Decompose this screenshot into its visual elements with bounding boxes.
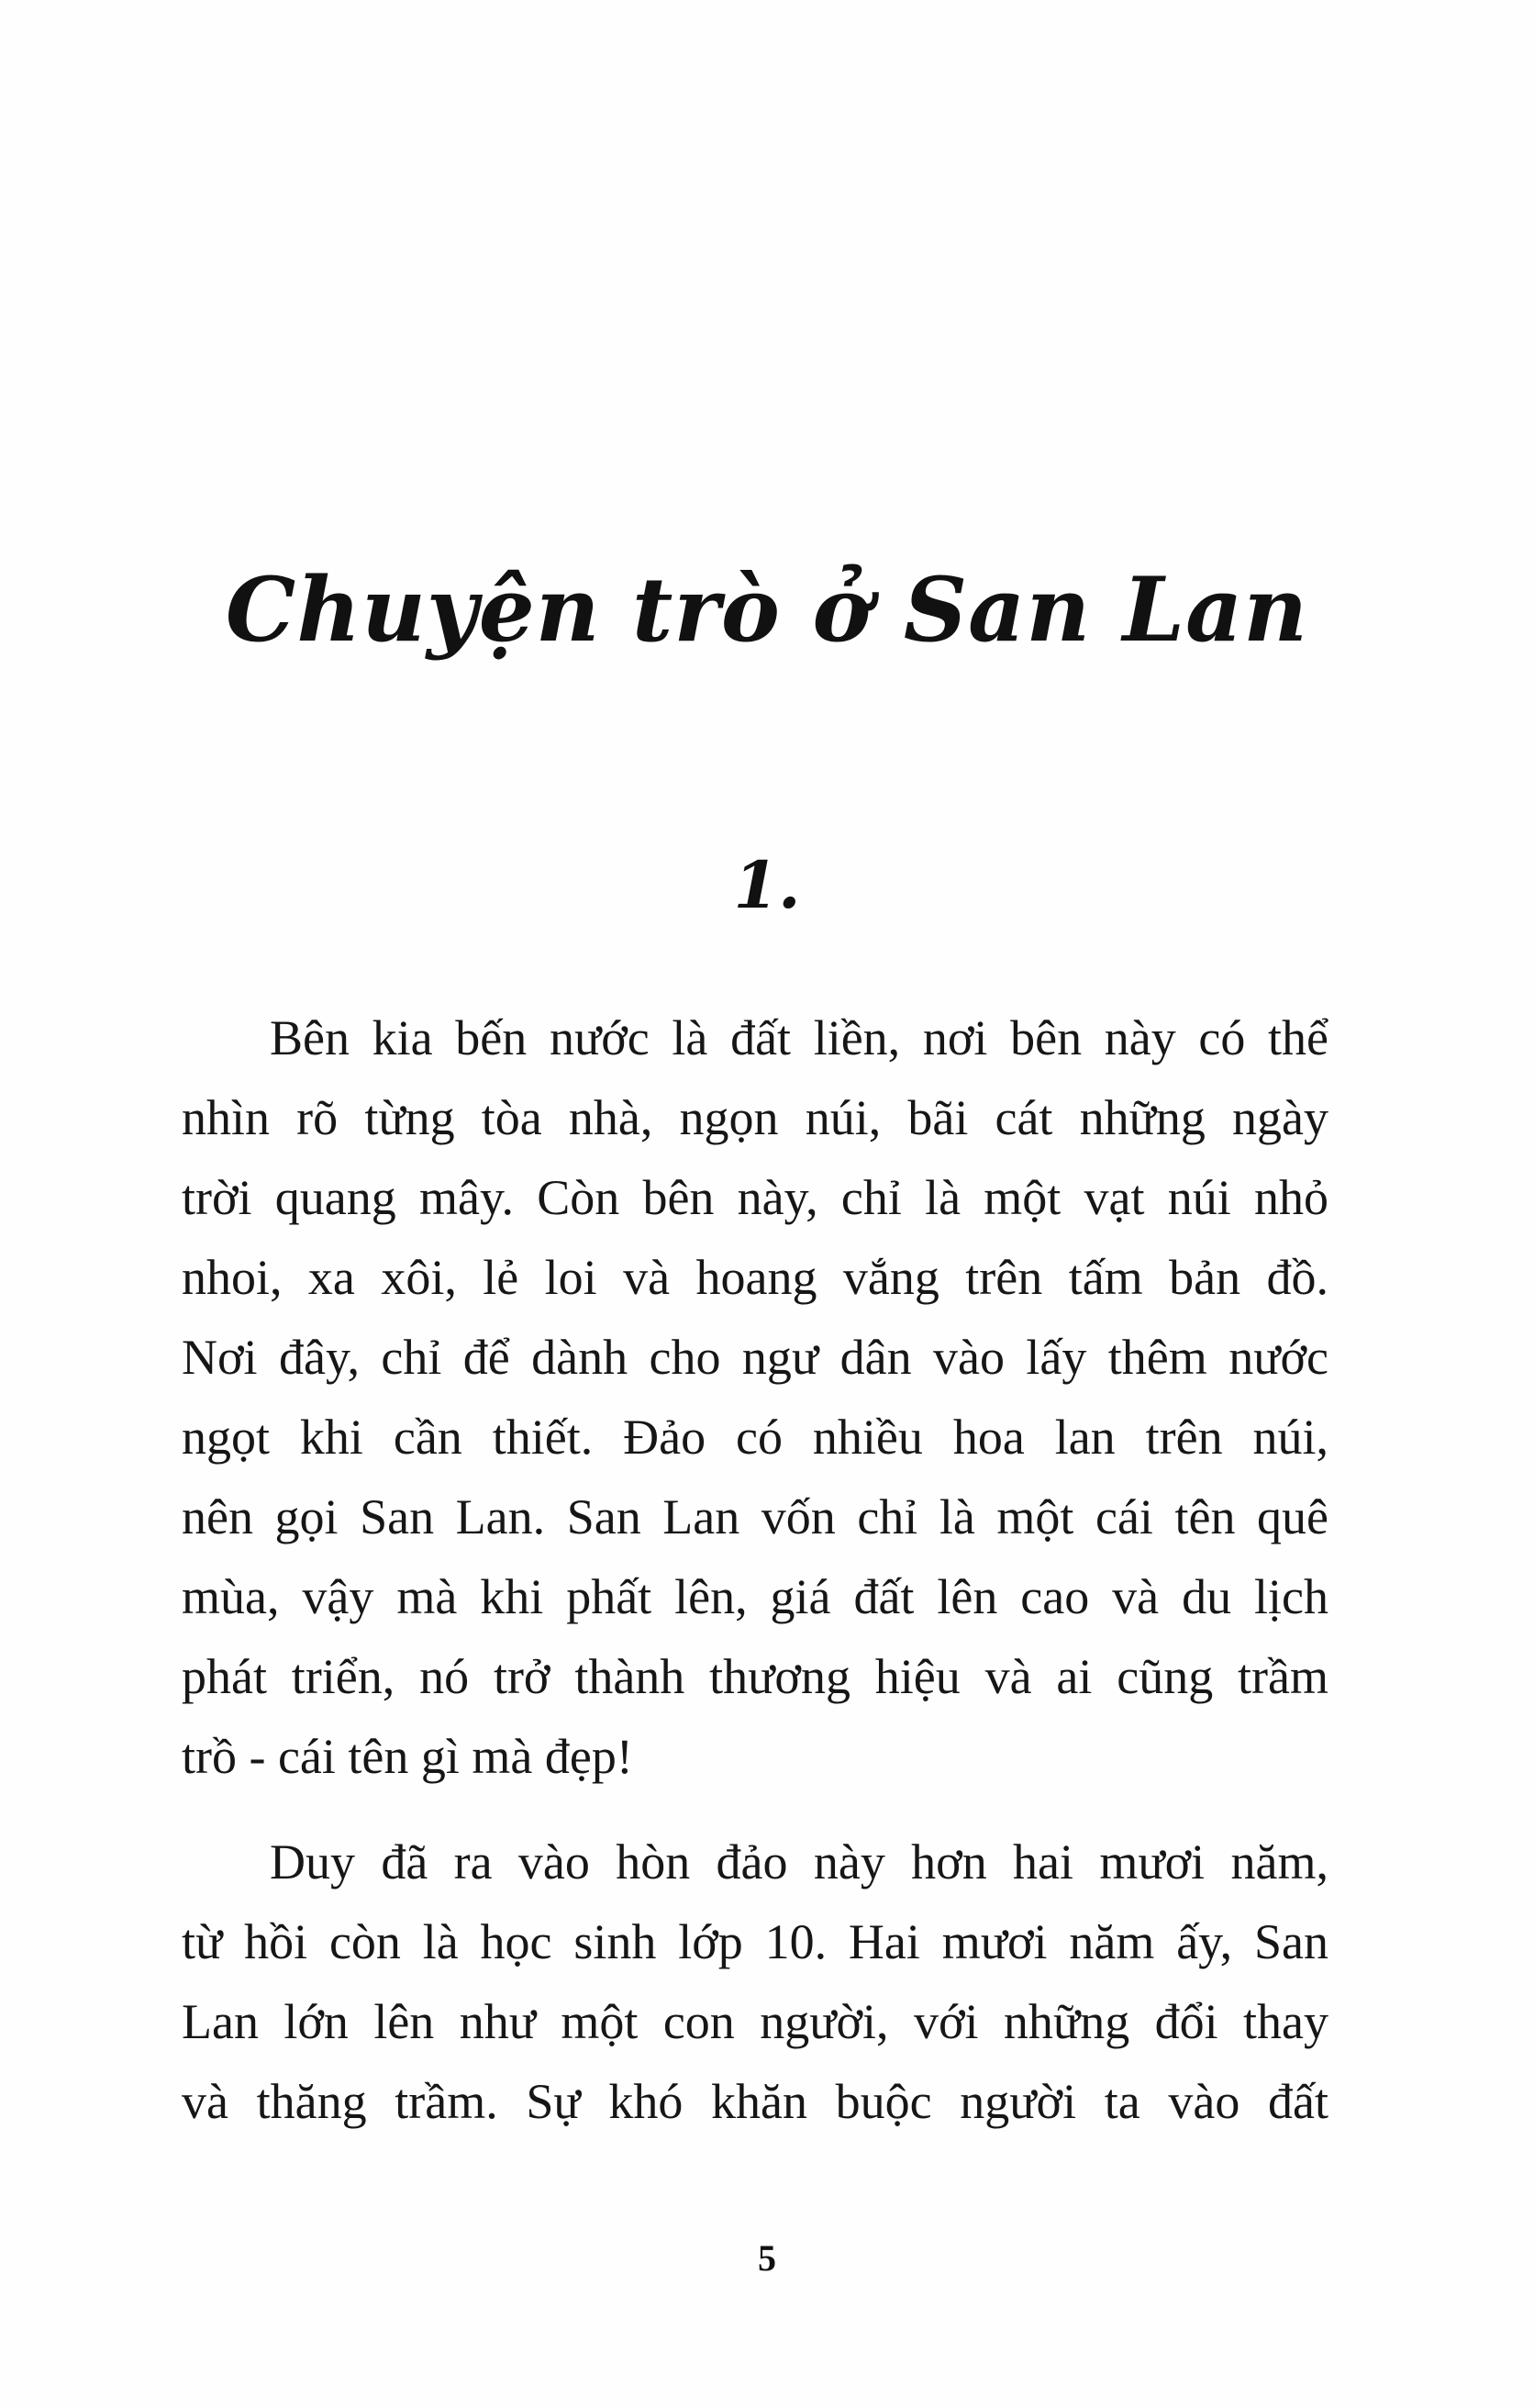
text-line: nhoi, xa xôi, lẻ loi và hoang vắng trên tấm bản đồ.	[182, 1250, 1328, 1305]
paragraph-1	[182, 998, 1328, 1797]
page-number: 5	[758, 2237, 776, 2279]
section-number: 1.	[733, 847, 801, 923]
text-line: từ hồi còn là học sinh lớp 10. Hai mươi năm ấy, San	[182, 1914, 1328, 1969]
text-line: nên gọi San Lan. San Lan vốn chỉ là một cái tên quê	[182, 1489, 1328, 1544]
paragraph-2	[182, 1823, 1328, 2142]
text-line: ngọt khi cần thiết. Đảo có nhiều hoa lan trên núi,	[182, 1410, 1328, 1465]
text-line: Bên kia bến nước là đất liền, nơi bên này có thể	[270, 1010, 1328, 1065]
chapter-title: Chuyện trò ở San Lan	[225, 558, 1309, 662]
text-line: phát triển, nó trở thành thương hiệu và ai cũng trầm	[182, 1649, 1328, 1704]
text-line: Lan lớn lên như một con người, với những đổi thay	[182, 1994, 1328, 2049]
text-line: trời quang mây. Còn bên này, chỉ là một vạt núi nhỏ	[182, 1170, 1328, 1225]
text-line: nhìn rõ từng tòa nhà, ngọn núi, bãi cát những ngày	[182, 1090, 1328, 1145]
text-line: và thăng trầm. Sự khó khăn buộc người ta vào đất	[182, 2074, 1328, 2129]
text-line: Nơi đây, chỉ để dành cho ngư dân vào lấy thêm nước	[182, 1330, 1328, 1385]
body-text	[182, 998, 1328, 2142]
text-line: mùa, vậy mà khi phất lên, giá đất lên cao và du lịch	[182, 1569, 1328, 1624]
text-line: Duy đã ra vào hòn đảo này hơn hai mươi năm,	[270, 1834, 1328, 1890]
text-line: trồ - cái tên gì mà đẹp!	[182, 1729, 633, 1784]
